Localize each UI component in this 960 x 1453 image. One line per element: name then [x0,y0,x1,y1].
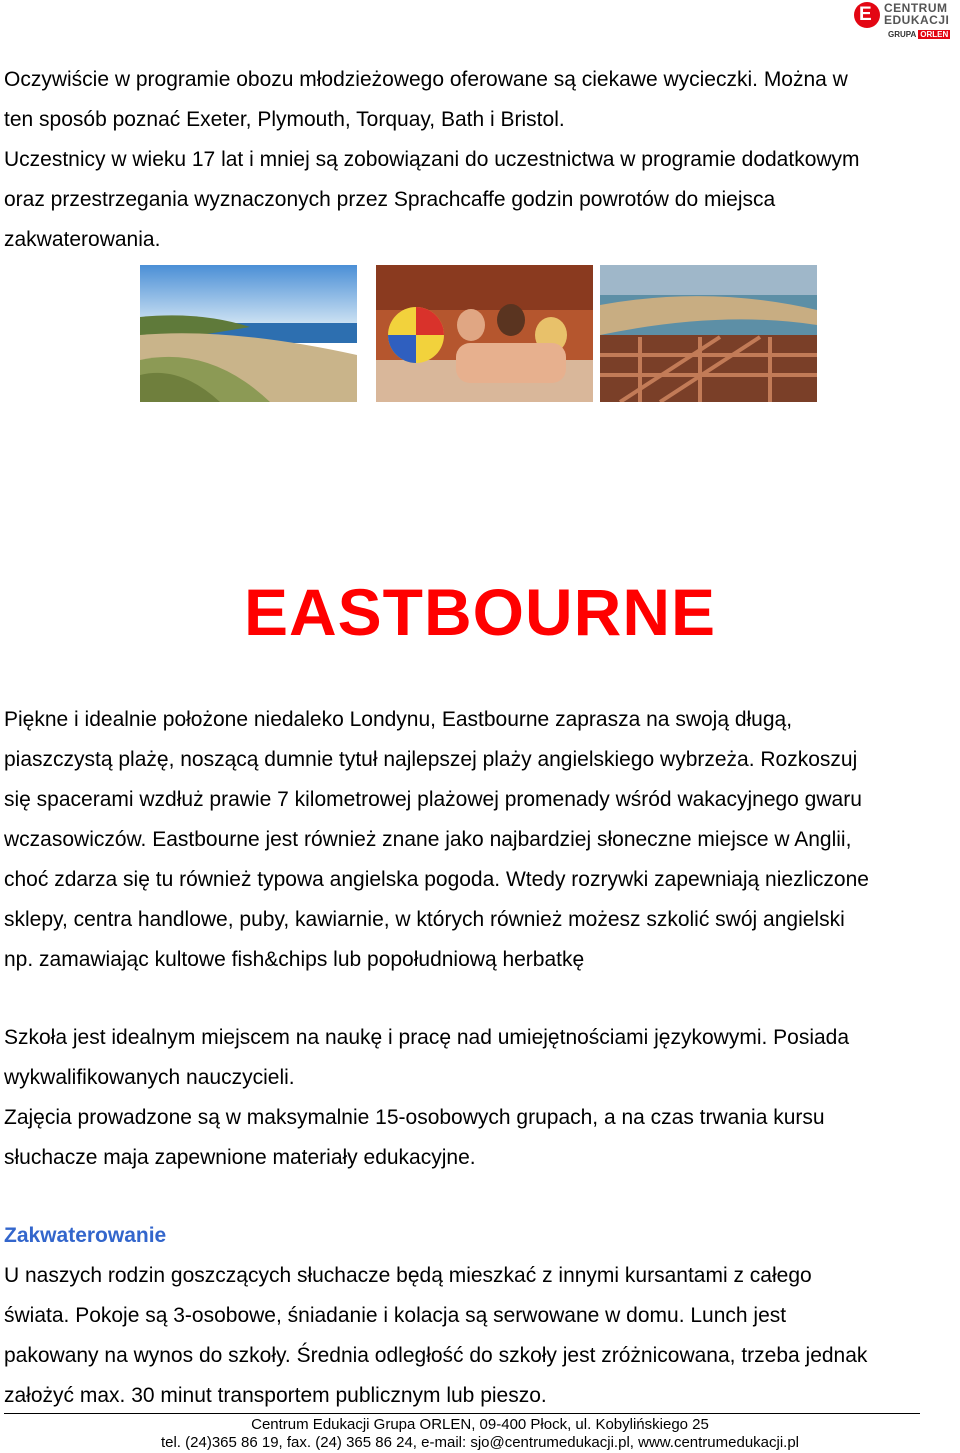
boardwalk-stairs-photo [600,265,817,402]
description-paragraph [4,700,954,980]
accommodation-heading: Zakwaterowanie [4,1224,167,1247]
logo-line-2: EDUKACJI [884,13,950,27]
text-line: Szkoła jest idealnym miejscem na naukę i pracę nad umiejętnościami językowymi. Posiada [4,1026,850,1049]
text-line: oraz przestrzegania wyznaczonych przez Sprachcaffe godzin powrotów do miejsca [4,188,776,211]
beach-dunes-photo [140,265,357,402]
text-line: choć zdarza się tu również typowa angielska pogoda. Wtedy rozrywki zapewniają niezliczone [4,868,869,891]
logo-group: GRUPA ORLEN [888,30,949,39]
text-line: założyć max. 30 minut transportem publicznym lub pieszo. [4,1384,547,1407]
text-line: Oczywiście w programie obozu młodzieżowego oferowane są ciekawe wycieczki. Można w [4,68,848,91]
logo-line-1: CENTRUM [884,1,948,15]
footer-divider [4,1413,920,1414]
text-line: się spacerami wzdłuż prawie 7 kilometrowej plażowej promenady wśród wakacyjnego gwaru [4,788,862,811]
footer-address: Centrum Edukacji Grupa ORLEN, 09-400 Płock, ul. Kobylińskiego 25 [251,1416,709,1433]
text-line: sklepy, centra handlowe, puby, kawiarnie, w których również możesz szkolić swój angielski [4,908,845,931]
text-line: zakwaterowania. [4,228,161,251]
logo-mark: E [854,2,880,28]
footer-contact: tel. (24)365 86 19, fax. (24) 365 86 24, e-mail: sjo@centrumedukacji.pl, www.centrumedukacji.pl [160,1434,800,1451]
beach-friends-photo [376,265,593,402]
page-headline: EASTBOURNE [243,575,717,649]
intro-paragraph [4,60,954,260]
company-logo [854,2,954,42]
photo-strip [140,265,820,402]
text-line: Uczestnicy w wieku 17 lat i mniej są zobowiązani do uczestnictwa w programie dodatkowym [4,148,860,171]
text-line: U naszych rodzin goszczących słuchacze będą mieszkać z innymi kursantami z całego [4,1264,812,1287]
school-paragraph [4,1018,954,1178]
text-line: ten sposób poznać Exeter, Plymouth, Torquay, Bath i Bristol. [4,108,565,131]
text-line: wczasowiczów. Eastbourne jest również znane jako najbardziej słoneczne miejsce w Anglii, [4,828,852,851]
text-line: słuchacze maja zapewnione materiały edukacyjne. [4,1146,476,1169]
text-line: piaszczystą plażę, noszącą dumnie tytuł najlepszej plaży angielskiego wybrzeża. Rozkoszuj [4,748,858,771]
text-line: wykwalifikowanych nauczycieli. [4,1066,295,1089]
text-line: Zajęcia prowadzone są w maksymalnie 15-osobowych grupach, a na czas trwania kursu [4,1106,825,1129]
accommodation-paragraph [4,1256,954,1416]
text-line: Piękne i idealnie położone niedaleko Londynu, Eastbourne zaprasza na swoją długą, [4,708,793,731]
text-line: świata. Pokoje są 3-osobowe, śniadanie i kolacja są serwowane w domu. Lunch jest [4,1304,787,1327]
text-line: pakowany na wynos do szkoły. Średnia odległość do szkoły jest zróżnicowana, trzeba jednak [4,1344,868,1367]
text-line: np. zamawiając kultowe fish&chips lub popołudniową herbatkę [4,948,585,971]
